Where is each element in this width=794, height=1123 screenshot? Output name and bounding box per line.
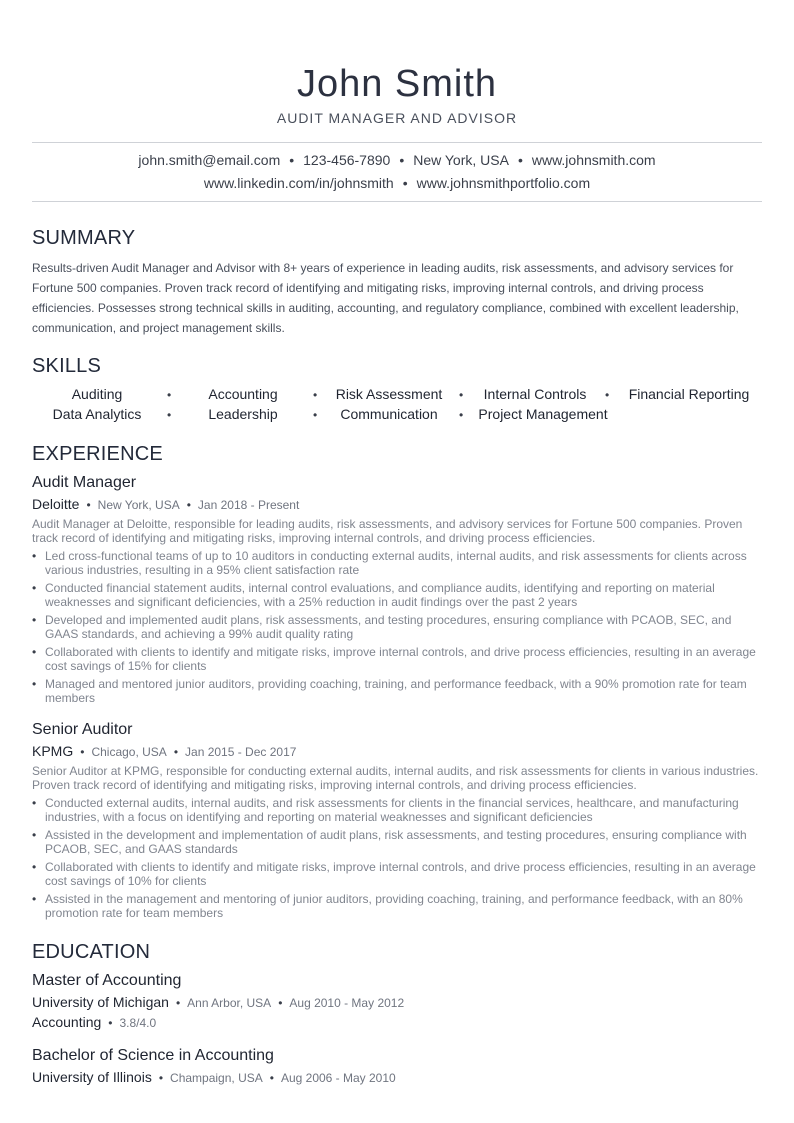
separator-dot: • bbox=[313, 388, 318, 402]
candidate-name: John Smith bbox=[296, 63, 498, 105]
company-name: KPMG bbox=[32, 743, 74, 759]
job-meta bbox=[32, 743, 296, 761]
separator-dot: • bbox=[173, 745, 179, 759]
degree-gpa: 3.8/4.0 bbox=[119, 1016, 157, 1030]
bullet-icon: • bbox=[32, 549, 37, 563]
job-location: Chicago, USA bbox=[91, 745, 167, 759]
separator-dot: • bbox=[108, 1016, 113, 1030]
list-item bbox=[32, 613, 762, 641]
separator-dot: • bbox=[175, 996, 181, 1010]
list-item bbox=[32, 860, 762, 888]
degree-meta bbox=[32, 1069, 396, 1087]
separator-dot: • bbox=[167, 388, 172, 402]
job-bullets bbox=[32, 796, 762, 924]
bullet-icon: • bbox=[32, 796, 37, 810]
bullet-text: Collaborated with clients to identify and mitigate risks, improve internal controls, and drive process efficiencies, resulting in an average cost savings of 15% for clients bbox=[45, 645, 756, 673]
job-description: Senior Auditor at KPMG, responsible for conducting external audits, internal audits, and risk assessments for clients in various industries. Proven track record of identifying and mitigating risks, improving internal controls, and driving process efficiencies. bbox=[32, 764, 759, 792]
separator-dot: • bbox=[402, 175, 408, 191]
degree-dates: Aug 2010 - May 2012 bbox=[289, 996, 405, 1010]
skill-item: Internal Controls bbox=[483, 386, 587, 402]
company-name: Deloitte bbox=[32, 496, 80, 512]
separator-dot: • bbox=[186, 498, 191, 512]
separator-dot: • bbox=[313, 408, 318, 422]
education-heading: EDUCATION bbox=[32, 941, 151, 963]
separator-dot: • bbox=[459, 408, 464, 422]
bullet-icon: • bbox=[32, 645, 37, 659]
job-dates: Jan 2018 - Present bbox=[197, 498, 300, 512]
experience-heading: EXPERIENCE bbox=[32, 443, 163, 465]
email-link[interactable]: john.smith@email.com bbox=[138, 152, 281, 168]
school-location: Ann Arbor, USA bbox=[187, 996, 272, 1010]
header-divider-bottom bbox=[32, 201, 762, 202]
bullet-icon: • bbox=[32, 613, 37, 627]
bullet-text: Conducted financial statement audits, internal control evaluations, and compliance audits, identifying and reporting on material weaknesses and significant deficiencies, with a 25% reduction in audit findings over the past 2 years bbox=[45, 581, 715, 609]
degree-title: Bachelor of Science in Accounting bbox=[32, 1047, 274, 1064]
school-location: Champaign, USA bbox=[170, 1071, 263, 1085]
contact-line-2 bbox=[0, 175, 794, 191]
separator-dot: • bbox=[80, 745, 85, 759]
separator-dot: • bbox=[158, 1071, 164, 1085]
header-divider-top bbox=[32, 142, 762, 143]
separator-dot: • bbox=[167, 408, 172, 422]
degree-field: Accounting bbox=[32, 1014, 102, 1030]
separator-dot: • bbox=[399, 152, 405, 168]
location: New York, USA bbox=[413, 152, 509, 168]
candidate-title: AUDIT MANAGER AND ADVISOR bbox=[276, 110, 518, 126]
school-name: University of Michigan bbox=[32, 994, 169, 1010]
separator-dot: • bbox=[459, 388, 464, 402]
bullet-text: Collaborated with clients to identify and mitigate risks, improve internal controls, and drive process efficiencies, resulting in an average cost savings of 10% for clients bbox=[45, 860, 756, 888]
bullet-icon: • bbox=[32, 860, 37, 874]
portfolio-link[interactable]: www.johnsmithportfolio.com bbox=[416, 175, 591, 191]
job-meta bbox=[32, 496, 299, 514]
separator-dot: • bbox=[86, 498, 91, 512]
separator-dot: • bbox=[289, 152, 295, 168]
job-bullets bbox=[32, 549, 762, 709]
degree-dates: Aug 2006 - May 2010 bbox=[280, 1071, 396, 1085]
separator-dot: • bbox=[517, 152, 523, 168]
skill-item: Auditing bbox=[71, 386, 123, 402]
degree-meta bbox=[32, 994, 404, 1012]
separator-dot: • bbox=[605, 388, 610, 402]
separator-dot: • bbox=[269, 1071, 274, 1085]
list-item bbox=[32, 549, 762, 577]
bullet-text: Led cross-functional teams of up to 10 auditors in conducting external audits, internal audits, and risk assessments for clients across various industries, resulting in a 95% client satisfaction rate bbox=[45, 549, 747, 577]
bullet-text: Developed and implemented audit plans, risk assessments, and testing procedures, ensuring compliance with PCAOB, SEC, and GAAS standards, and achieving a 99% audit quality rating bbox=[45, 613, 732, 641]
linkedin-link[interactable]: www.linkedin.com/in/johnsmith bbox=[203, 175, 394, 191]
bullet-text: Assisted in the management and mentoring of junior auditors, providing coaching, training, and performance feedback, with an 80% promotion rate for team members bbox=[45, 892, 743, 920]
skills-heading: SKILLS bbox=[32, 355, 102, 377]
bullet-icon: • bbox=[32, 677, 37, 691]
phone-number[interactable]: 123-456-7890 bbox=[303, 152, 391, 168]
job-title: Senior Auditor bbox=[32, 721, 133, 738]
website-link[interactable]: www.johnsmith.com bbox=[531, 152, 656, 168]
list-item bbox=[32, 796, 762, 824]
bullet-icon: • bbox=[32, 892, 37, 906]
summary-text: Results-driven Audit Manager and Advisor with 8+ years of experience in leading audits, risk assessments, and advisory services for Fortune 500 companies. Proven track record of identifying and mitigating risks, improving internal controls, and driving process efficiencies. Possesses strong technical skills in auditing, accounting, and regulatory compliance, combined with excellent leadership, communication, and project management skills. bbox=[32, 261, 739, 335]
separator-dot: • bbox=[278, 996, 283, 1010]
skill-item: Risk Assessment bbox=[335, 386, 443, 402]
contact-line-1 bbox=[0, 152, 794, 168]
bullet-text: Assisted in the development and implementation of audit plans, risk assessments, and testing procedures, ensuring compliance with PCAOB, SEC, and GAAS standards bbox=[45, 828, 747, 856]
list-item bbox=[32, 581, 762, 609]
skill-item: Leadership bbox=[208, 406, 278, 422]
job-location: New York, USA bbox=[97, 498, 180, 512]
degree-title: Master of Accounting bbox=[32, 972, 182, 989]
school-name: University of Illinois bbox=[32, 1069, 152, 1085]
skill-item: Project Management bbox=[478, 406, 608, 422]
list-item bbox=[32, 677, 762, 705]
skill-item: Financial Reporting bbox=[628, 386, 750, 402]
job-dates: Jan 2015 - Dec 2017 bbox=[185, 745, 297, 759]
skill-item: Communication bbox=[340, 406, 438, 422]
bullet-icon: • bbox=[32, 828, 37, 842]
list-item bbox=[32, 828, 762, 856]
bullet-icon: • bbox=[32, 581, 37, 595]
job-title: Audit Manager bbox=[32, 474, 137, 491]
bullet-text: Managed and mentored junior auditors, providing coaching, training, and performance feedback, with a 90% promotion rate for team members bbox=[45, 677, 747, 705]
skill-item: Accounting bbox=[208, 386, 278, 402]
list-item bbox=[32, 892, 762, 920]
list-item bbox=[32, 645, 762, 673]
bullet-text: Conducted external audits, internal audits, and risk assessments for clients in the financial services, healthcare, and manufacturing industries, with a focus on identifying and reporting on material weaknesses and significant deficiencies bbox=[45, 796, 739, 824]
summary-heading: SUMMARY bbox=[32, 227, 136, 249]
job-description: Audit Manager at Deloitte, responsible for leading audits, risk assessments, and advisory services for Fortune 500 companies. Proven track record of identifying and mitigating risks, improving internal controls, and driving process efficiencies. bbox=[32, 517, 743, 545]
skill-item: Data Analytics bbox=[52, 406, 142, 422]
degree-field-line bbox=[32, 1014, 156, 1032]
